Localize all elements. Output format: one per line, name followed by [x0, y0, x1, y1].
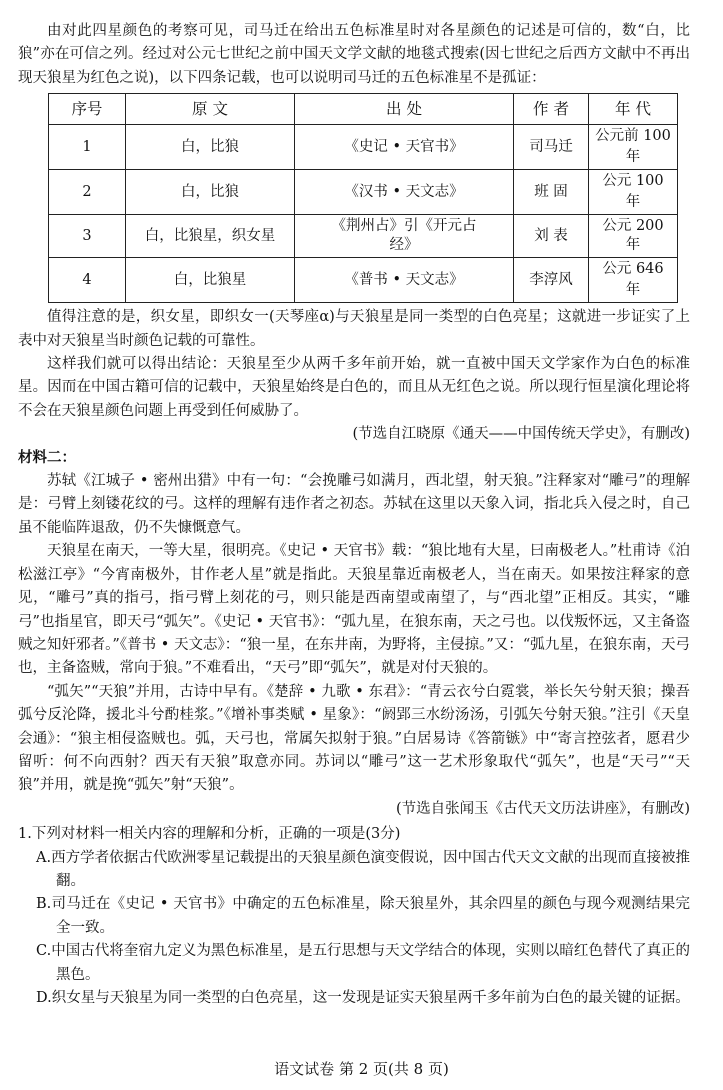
cell-text: 白，比狼星，织女星: [126, 215, 295, 258]
question-1: [18, 823, 690, 1010]
records-table: [48, 93, 678, 303]
cell-author: 班 固: [514, 170, 589, 215]
cell-text: 白，比狼星: [126, 258, 295, 303]
cell-text: 白，比狼: [126, 125, 295, 170]
cell-source: 《荆州占》引《开元占经》: [295, 215, 514, 258]
material-2-paragraph: “弧矢”“天狼”并用，古诗中早有。《楚辞 • 九歌 • 东君》：“青云衣兮白霓裳，举长矢兮射天狼；操吾弧兮反沦降，援北斗兮酌桂浆。”《增补事类赋 • 星象》：“阏郢三水纷汤汤，引弧矢兮射天狼。”注引《天皇会通》：“狼主相侵盗贼也。弧，天弓也，常属矢拟射于狼。”白居易诗《答箭镞》中“寄言控弦者，愿君少留听：何不向西射？西天有天狼”取意亦同。苏词以“雕弓”这一艺术形象取代“弧矢”，也是“天弓”“天狼”并用，就是挽“弧矢”射“天狼”。: [18, 683, 691, 794]
cell-index: 4: [49, 258, 126, 303]
source-citation-2: (节选自张闻玉《古代天文历法讲座》，有删改): [395, 800, 690, 817]
cell-year: 公元 646 年: [589, 258, 678, 303]
header-source: 出 处: [295, 94, 514, 125]
header-index: 序号: [49, 94, 126, 125]
table-row: [49, 125, 678, 170]
material-2-paragraph: 天狼星在南天，一等大星，很明亮。《史记 • 天官书》载：“狼比地有大星，曰南极老人。”杜甫诗《泊松滋江亭》“今宵南极外，甘作老人星”就是指此。天狼星靠近南极老人，当在南天。如果按注释家的意见，“雕弓”真的指弓，指弓臂上刻花的弓，则只能是西南望或南望了，与“西北望”正相反。其实，“雕弓”也指星官，即天弓“弧矢”。《史记 • 天官书》：“弧九星，在狼东南，天之弓也。以伐叛怀远，又主备盗贼之知奸邪者。”《普书 • 天文志》：“狼一星，在东井南，为野将，主侵掠。”又：“弧九星，在狼东南，天弓也，主备盗贼，常向于狼。”不难看出，“天弓”即“弧矢”，就是对付天狼的。: [18, 543, 690, 677]
cell-source: 《史记 • 天官书》: [295, 125, 514, 170]
header-text: 原 文: [126, 94, 295, 125]
intro-paragraph: 由对此四星颜色的考察可见，司马迁在给出五色标准星时对各星颜色的记述是可信的，数“白，比狼”亦在可信之列。经过对公元七世纪之前中国天文学文献的地毯式搜索(因七世纪之后西方文献中不再出现天狼星为红色之说)，以下四条记载，也可以说明司马迁的五色标准星不是孤证：: [18, 23, 690, 86]
note-paragraph: 值得注意的是，织女星，即织女一(天琴座α)与天狼星是同一类型的白色亮星；这就进一步证实了上表中对天狼星当时颜色记载的可靠性。: [18, 309, 690, 349]
header-year: 年 代: [589, 94, 678, 125]
cell-year: 公元 200 年: [589, 215, 678, 258]
conclusion-paragraph: 这样我们就可以得出结论：天狼星至少从两千多年前开始，就一直被中国天文学家作为白色的标准星。因而在中国古籍可信的记载中，天狼星始终是白色的，而且从无红色之说。所以现行恒星演化理论将不会在天狼星颜色问题上再受到任何威胁了。: [18, 356, 690, 419]
option-b: B.司马迁在《史记 • 天官书》中确定的五色标准星，除天狼星外，其余四星的颜色与现今观测结果完全一致。: [36, 896, 690, 936]
cell-text: 白，比狼: [126, 170, 295, 215]
cell-index: 2: [49, 170, 126, 215]
cell-year: 公元前 100 年: [589, 125, 678, 170]
page-footer: 语文试卷 第 2 页(共 8 页): [274, 1060, 449, 1078]
question-stem: 1.下列对材料一相关内容的理解和分析，正确的一项是(3分): [18, 826, 401, 843]
cell-index: 3: [49, 215, 126, 258]
table-row: [49, 170, 678, 215]
option-c: C.中国古代将奎宿九定义为黑色标准星，是五行思想与天文学结合的体现，实则以暗红色替代了真正的黑色。: [36, 943, 690, 983]
header-author: 作 者: [514, 94, 589, 125]
material-2-heading: 材料二：: [18, 449, 76, 466]
option-d: D.织女星与天狼星为同一类型的白色亮星，这一发现是证实天狼星两千多年前为白色的最关键的证据。: [36, 990, 690, 1006]
option-a: A.西方学者依据古代欧洲零星记载提出的天狼星颜色演变假说，因中国古代天文文献的出现而直接被推翻。: [36, 849, 690, 889]
cell-author: 李淳风: [514, 258, 589, 303]
table-header-row: [49, 94, 678, 125]
material-2-paragraph: 苏轼《江城子 • 密州出猎》中有一句：“会挽雕弓如满月，西北望，射天狼。”注释家对“雕弓”的理解是：弓臂上刻镂花纹的弓。这样的理解有违作者之初态。苏轼在这里以天象入词，指北兵入侵之时，自己虽不能临阵退敌，仍不失慷慨意气。: [18, 473, 690, 536]
cell-author: 司马迁: [514, 125, 589, 170]
cell-index: 1: [49, 125, 126, 170]
table-row: [49, 215, 678, 258]
table-row: [49, 258, 678, 303]
cell-author: 刘 表: [514, 215, 589, 258]
source-citation-1: (节选自江晓原《通天——中国传统天学史》，有删改): [352, 426, 690, 443]
exam-page: [18, 20, 690, 1010]
cell-source: 《汉书 • 天文志》: [295, 170, 514, 215]
cell-source: 《普书 • 天文志》: [295, 258, 514, 303]
cell-year: 公元 100 年: [589, 170, 678, 215]
